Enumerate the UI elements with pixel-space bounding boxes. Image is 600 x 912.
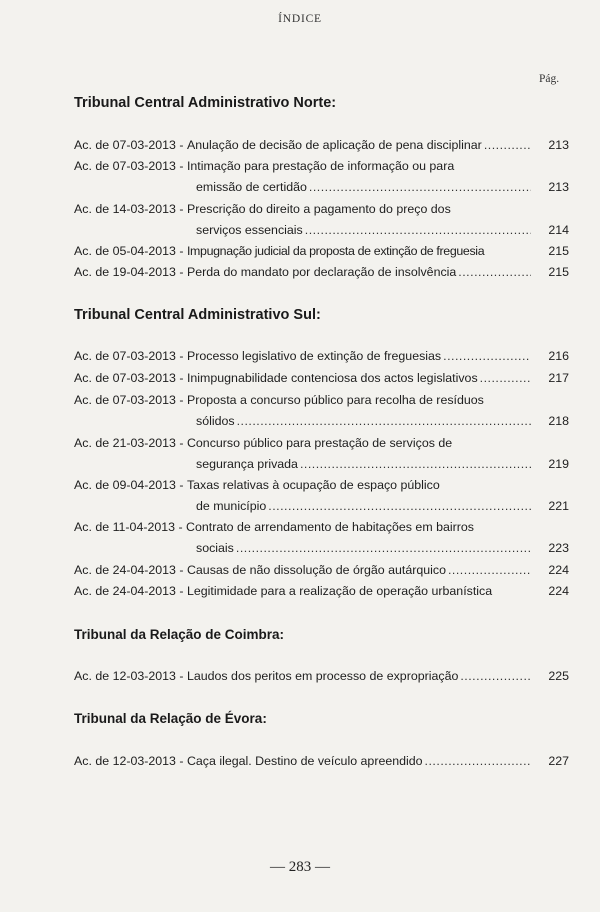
entry-page: 227	[548, 754, 569, 768]
entry-text: Intimação para prestação de informação ou para	[186, 159, 455, 173]
entry-ref: Ac. de 07-03-2013	[74, 138, 176, 152]
leader-dots	[305, 221, 531, 240]
running-head: ÍNDICE	[278, 13, 322, 25]
leader-dots	[443, 347, 531, 366]
entry-text: serviços essenciais	[196, 223, 303, 237]
leader-dots	[484, 136, 531, 155]
leader-dots	[300, 455, 531, 474]
entry-ref: Ac. de 09-04-2013	[74, 478, 176, 492]
entry-text: sólidos	[196, 414, 235, 428]
entry-page: 216	[548, 349, 569, 363]
toc-entry: Ac. de 14-03-2013 - Prescrição do direito a pagamento do preço dos serviços essenciais ..... 214	[74, 200, 569, 240]
entry-page: 224	[548, 584, 569, 598]
entry-page: 217	[548, 371, 569, 385]
entry-text: Caça ilegal. Destino de veículo apreendido	[186, 754, 423, 768]
leader-dots	[448, 561, 531, 580]
toc-entry: Ac. de 07-03-2013 - Proposta a concurso público para recolha de resíduos sólidos ..... 218	[74, 391, 569, 431]
entry-text: Laudos dos peritos em processo de expropriação	[186, 669, 459, 683]
entry-text: Impugnação judicial da proposta de extinção de freguesia	[186, 244, 485, 258]
entry-text: Perda do mandato por declaração de insolvência	[186, 265, 457, 279]
entry-page: 215	[548, 244, 569, 258]
entry-text: Contrato de arrendamento de habitações em bairros	[186, 520, 474, 534]
entry-page: 213	[548, 180, 569, 194]
entry-ref: Ac. de 14-03-2013	[74, 202, 176, 216]
entry-text: Taxas relativas à ocupação de espaço público	[186, 478, 440, 492]
entry-page: 218	[548, 414, 569, 428]
toc-entry: Ac. de 07-03-2013 - Intimação para prestação de informação ou para emissão de certidão ..... 213	[74, 157, 569, 197]
toc-entry: Ac. de 24-04-2013 - Causas de não dissolução de órgão autárquico ..... 224	[74, 561, 569, 580]
toc-entry: Ac. de 07-03-2013 - Inimpugnabilidade contenciosa dos actos legislativos ..... 217	[74, 369, 569, 388]
entry-page: 221	[548, 499, 569, 513]
entry-text: Proposta a concurso público para recolha de resíduos	[186, 393, 484, 407]
entry-ref: Ac. de 07-03-2013	[74, 159, 176, 173]
entry-text: segurança privada	[196, 457, 298, 471]
toc-entry: Ac. de 07-03-2013 - Processo legislativo de extinção de freguesias ..... 216	[74, 347, 569, 366]
section-title: Tribunal Central Administrativo Sul:	[74, 307, 321, 323]
entry-ref: Ac. de 05-04-2013	[74, 244, 176, 258]
leader-dots	[460, 667, 531, 686]
toc-entry: Ac. de 11-04-2013 - Contrato de arrendamento de habitações em bairros sociais ..... 223	[74, 518, 569, 558]
entry-ref: Ac. de 07-03-2013	[74, 393, 176, 407]
leader-dots	[458, 263, 531, 282]
page-column-label: Pág.	[539, 73, 560, 85]
entry-ref: Ac. de 19-04-2013	[74, 265, 176, 279]
entry-text: Legitimidade para a realização de operação urbanística	[186, 584, 493, 598]
leader-dots	[237, 412, 531, 431]
entry-page: 224	[548, 563, 569, 577]
leader-dots	[268, 497, 531, 516]
page-number: — 283 —	[270, 859, 330, 875]
entry-ref: Ac. de 21-03-2013	[74, 436, 176, 450]
section-title: Tribunal da Relação de Évora:	[74, 711, 267, 726]
entry-ref: Ac. de 07-03-2013	[74, 349, 176, 363]
entry-page: 215	[548, 265, 569, 279]
entry-ref: Ac. de 24-04-2013	[74, 563, 176, 577]
leader-dots	[309, 178, 531, 197]
entry-ref: Ac. de 12-03-2013	[74, 754, 176, 768]
entry-page: 219	[548, 457, 569, 471]
toc-entry: Ac. de 12-03-2013 - Laudos dos peritos em processo de expropriação ..... 225	[74, 667, 569, 686]
entry-page: 213	[548, 138, 569, 152]
toc-entry: Ac. de 09-04-2013 - Taxas relativas à ocupação de espaço público de município ..... 221	[74, 476, 569, 516]
entry-text: de município	[196, 499, 267, 513]
entry-ref: Ac. de 12-03-2013	[74, 669, 176, 683]
entry-text: emissão de certidão	[196, 180, 307, 194]
toc-entry: Ac. de 21-03-2013 - Concurso público para prestação de serviços de segurança privada ..... 219	[74, 434, 569, 474]
entry-ref: Ac. de 11-04-2013	[74, 520, 176, 534]
entry-text: Causas de não dissolução de órgão autárquico	[186, 563, 446, 577]
leader-dots	[425, 752, 531, 771]
toc-entry: Ac. de 05-04-2013 - Impugnação judicial da proposta de extinção de freguesia 215	[74, 242, 569, 261]
entry-text: Processo legislativo de extinção de freguesias	[186, 349, 442, 363]
toc-entry: Ac. de 07-03-2013 - Anulação de decisão de aplicação de pena disciplinar ..... 213	[74, 136, 569, 155]
leader-dots	[480, 369, 531, 388]
entry-ref: Ac. de 24-04-2013	[74, 584, 176, 598]
entry-text: Inimpugnabilidade contenciosa dos actos legislativos	[186, 371, 478, 385]
entry-text: Prescrição do direito a pagamento do preço dos	[186, 202, 451, 216]
toc-entry: Ac. de 12-03-2013 - Caça ilegal. Destino de veículo apreendido ..... 227	[74, 752, 569, 771]
entry-ref: Ac. de 07-03-2013	[74, 371, 176, 385]
entry-page: 214	[548, 223, 569, 237]
toc-entry: Ac. de 24-04-2013 - Legitimidade para a realização de operação urbanística 224	[74, 582, 569, 601]
section-title: Tribunal Central Administrativo Norte:	[74, 95, 337, 111]
entry-text: Anulação de decisão de aplicação de pena disciplinar	[186, 138, 482, 152]
entry-text: Concurso público para prestação de serviços de	[186, 436, 453, 450]
entry-text: sociais	[196, 541, 234, 555]
section-title: Tribunal da Relação de Coimbra:	[74, 627, 285, 642]
toc-entry: Ac. de 19-04-2013 - Perda do mandato por declaração de insolvência ..... 215	[74, 263, 569, 282]
entry-page: 223	[548, 541, 569, 555]
entry-page: 225	[548, 669, 569, 683]
leader-dots	[236, 539, 531, 558]
